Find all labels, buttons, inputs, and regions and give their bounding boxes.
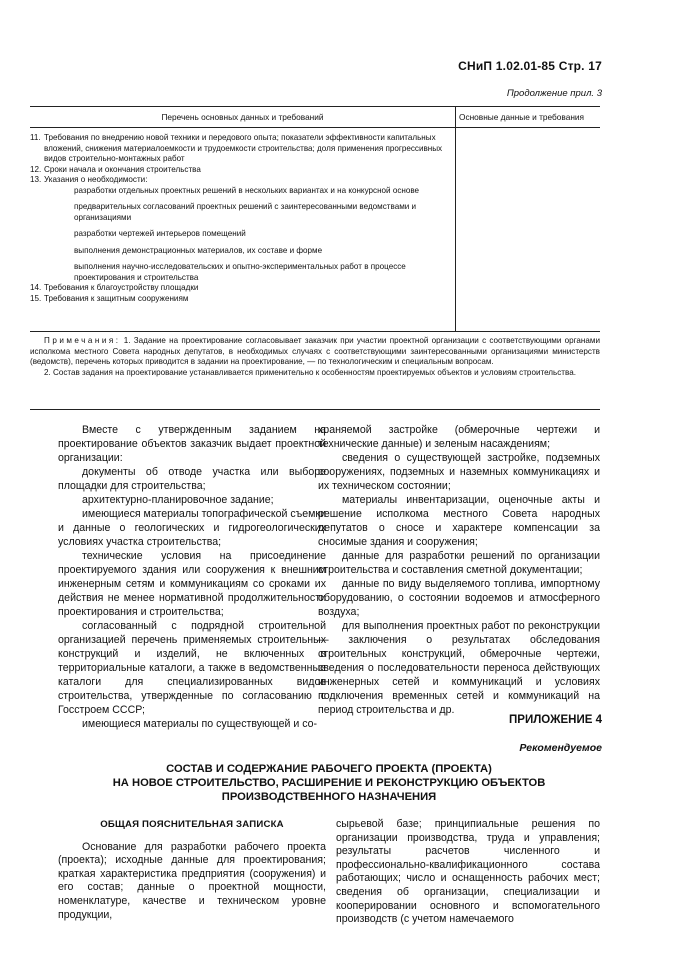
row-text: Требования к защитным сооружениям [44,293,189,303]
table-header-list: Перечень основных данных и требований [161,112,324,122]
note-2: 2. Состав задания на проектирование устанавливается применительно к особенностям проектируемых объектов и условиям строительства. [44,367,576,377]
row-number: 11. [30,133,41,142]
paragraph: материалы инвентаризации, оценочные акты и решение исполкома местного Совета народных депутатов о сносе и характере компенсации за сносимые здания и сооружения; [318,494,600,548]
table-subitem: разработки чертежей интерьеров помещений [74,229,246,238]
paragraph: архитектурно-планировочное задание; [82,494,274,506]
row-number: 13. [30,175,42,184]
paragraph: документы об отводе участка или выборе площадки для строительства; [58,466,326,492]
body-left-column [58,423,326,731]
notes-label: Примечания: [44,336,121,345]
row-text: Сроки начала и окончания строительства [44,164,201,174]
paragraph: согласованный с подрядной строительной организацией перечень применяемых строительных конструкций и изделий, не включенных в территориальные каталоги, а также в ведомственные каталоги для специализированных видов строительства, утвержденные по согласованию с Госстроем СССР; [58,620,326,716]
table-row [30,133,450,165]
paragraph: Вместе с утвержденным заданием на проектирование объектов заказчик выдает проектной организации: [58,424,326,464]
title-line: СОСТАВ И СОДЕРЖАНИЕ РАБОЧЕГО ПРОЕКТА (ПРОЕКТА) [166,763,492,775]
document-code-page: СНиП 1.02.01-85 Стр. 17 [458,59,602,73]
section-heading: ОБЩАЯ ПОЯСНИТЕЛЬНАЯ ЗАПИСКА [100,819,284,830]
note-1 [30,336,600,368]
table-rows [30,133,450,304]
appendix-title [58,762,600,804]
paragraph: имеющиеся материалы по существующей и со- [82,718,318,730]
continuation-note: Продолжение прил. 3 [506,88,602,99]
table-notes [30,336,600,378]
paragraph: Основание для разработки рабочего проекта (проекта); исходные данные для проектирования; краткая характеристика предприятия (сооружения) и его состав; данные о проектной мощности, номенклатуре, качестве и техническом уровне продукции, [58,840,326,921]
table-subitem: разработки отдельных проектных решений в нескольких вариантах и на конкурсной основе [74,185,420,195]
paragraph: данные для разработки решений по организации строительства и составления сметной документации; [318,550,600,576]
section-left-column [58,818,326,922]
table-subitem: выполнения научно-исследовательских и опытно-экспериментальных работ в процессе проектирования и строительства [74,262,406,282]
table-column-divider [455,107,456,331]
table-header-data: Основные данные и требования [459,112,585,122]
paragraph: для выполнения проектных работ по реконструкции — заключения о результатах обследования строительных конструкций, обмерочные чертежи, сведения о последовательности переноса действующих инженерных сетей и коммуникаций и условиях подключения временных сетей и коммуникаций на период строительства и др. [318,620,600,716]
paragraph: технические условия на присоединение проектируемого здания или сооружения к внешним инженерным сетям и коммуникациям со сроками их действия не менее нормативной продолжительности проектирования и строительства; [58,550,326,618]
appendix-status: Рекомендуемое [519,742,602,754]
paragraph: данные по виду выделяемого топлива, импортному оборудованию, о состоянии водоемов и атмосферного воздуха; [318,578,600,618]
table-row [30,283,450,294]
body-right-column [318,423,600,717]
table-subitem: выполнения демонстрационных материалов, их составе и форме [74,245,323,255]
row-number: 14. [30,283,42,292]
paragraph: имеющиеся материалы топографической съемки и данные о геологических и гидрогеологических условиях участка строительства; [58,508,326,548]
table-row [30,165,450,176]
paragraph: сырьевой базе; принципиальные решения по организации производства, труда и управления; результаты расчетов численного и профессионально-квалификационного состава работающих; число и оснащенность рабочих мест; сведения об организации, специализации и кооперировании основного и вспомогательного производств (с учетом намечаемого [336,818,600,926]
paragraph: сведения о существующей застройке, подземных сооружениях, подземных и наземных коммуникациях и их техническом состоянии; [318,452,600,492]
row-text: Требования к благоустройству площадки [44,283,199,292]
section-right-column [336,818,600,927]
row-number: 15. [30,293,42,303]
title-line: ПРОИЗВОДСТВЕННОГО НАЗНАЧЕНИЯ [221,791,437,803]
section-divider [30,409,600,410]
table-subitem: предварительных согласований проектных решений с заинтересованными ведомствами и организациями [74,202,417,222]
row-number: 12. [30,164,42,174]
table-row [30,294,450,305]
table-header-divider [30,127,600,128]
row-text: Требования по внедрению новой техники и передового опыта; показатели эффективности капитальных вложений, снижения материалоемкости и трудоемкости строительства; доля применения прогрессивных видов строительно-монтажных работ [44,133,443,163]
row-text: Указания о необходимости: [44,175,148,184]
requirements-table [30,106,600,332]
appendix-label: ПРИЛОЖЕНИЕ 4 [509,714,602,726]
paragraph: храняемой застройке (обмерочные чертежи и технические данные) и зеленым насаждениям; [318,424,600,450]
table-row [30,175,450,186]
title-line: НА НОВОЕ СТРОИТЕЛЬСТВО, РАСШИРЕНИЕ И РЕКОНСТРУКЦИЮ ОБЪЕКТОВ [112,777,546,789]
note-1-text: 1. Задание на проектирование согласовывает заказчик при участии проектной организации с соответствующими органами исполкома местного Совета народных депутатов, в необходимых случаях с соответствующими заинтересованными организациями министерств (ведомств), перечень которых приводится в задании на проектирование, — по технологическим и специальным вопросам. [30,336,600,366]
